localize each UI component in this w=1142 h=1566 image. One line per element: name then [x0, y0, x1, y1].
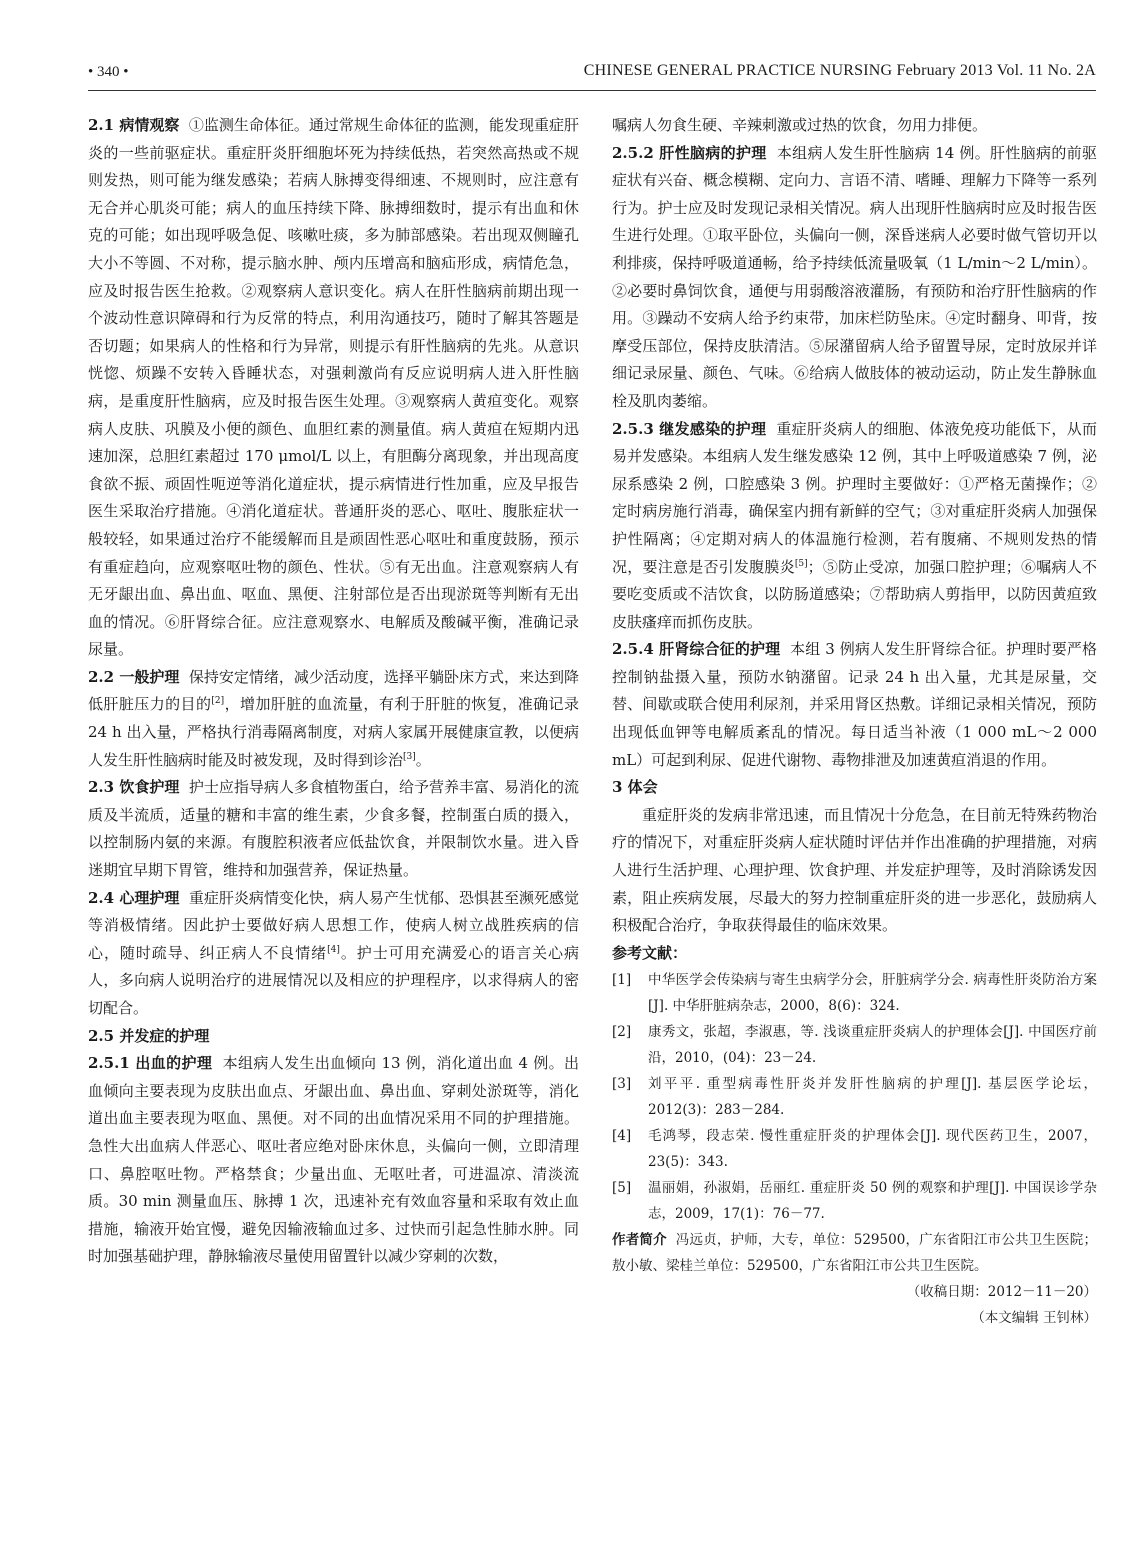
section-2-1-body: ①监测生命体征。通过常规生命体征的监测，能发现重症肝炎的一些前驱症状。重症肝炎肝细胞坏死为持续低热，若突然高热或不规则发热，则可能为继发感染；若病人脉搏变得细速、不规则时，应注意有无合并心肌炎可能；病人的血压持续下降、脉搏细数时，提示有出血和休克的可能；如出现呼吸急促、咳嗽吐痰，多为肺部感染。若出现双侧瞳孔大小不等圆、不对称，提示脑水肿、颅内压增高和脑疝形成，病情危急，应及时报告医生抢救。②观察病人意识变化。病人在肝性脑病前期出现一个波动性意识障碍和行为反常的特点，利用沟通技巧，随时了解其答题是否切题；如果病人的性格和行为异常，则提示有肝性脑病的先兆。从意识恍惚、烦躁不安转入昏睡状态，对强刺激尚有反应说明病人进入肝性脑病，是重度肝性脑病，应及时报告医生处理。③观察病人黄疸变化。观察病人皮肤、巩膜及小便的颜色、血胆红素的测量值。病人黄疸在短期内迅速加深，总胆红素超过 170 μmol/L 以上，有胆酶分离现象，并出现高度食欲不振、顽固性呃逆等消化道症状，提示病情进行性加重，应及早报告医生采取治疗措施。④消化道症状。普通肝炎的恶心、呕吐、腹胀症状一般较轻，如果通过治疗不能缓解而且是顽固性恶心呕吐和重度鼓肠，预示有重症趋向，应观察呕吐物的颜色、性状。⑤有无出血。注意观察病人有无牙龈出血、鼻出血、呕血、黑便、注射部位是否出现淤斑等判断有无出血的情况。⑥肝肾综合征。应注意观察水、电解质及酸碱平衡，准确记录尿量。: [88, 116, 579, 659]
section-2-2-body-b: ，增加肝脏的血流量，有利于肝脏的恢复，准确记录 24 h 出入量，严格执行消毒隔离制度，对病人家属开展健康宣教，以便病人发生肝性脑病时能及时被发现，及时得到诊治: [88, 695, 579, 769]
section-3-heading: 3 体会: [612, 778, 658, 797]
section-2-2-heading: 2.2 一般护理: [88, 667, 180, 686]
section-2-5-4-heading: 2.5.4 肝肾综合征的护理: [612, 640, 781, 659]
section-2-2-body-a: 保持安定情绪，减少活动度，选择平躺卧床方式，来达到降低肝脏压力的目的: [88, 667, 579, 714]
right-column: [612, 112, 1097, 1331]
reference-number: [5]: [612, 1180, 632, 1197]
reference-item: [612, 1175, 1097, 1227]
reference-text: 毛鸿琴，段志荣. 慢性重症肝炎的护理体会[J]. 现代医药卫生，2007，23(5)：343.: [648, 1128, 1097, 1171]
section-3-body: 重症肝炎的发病非常迅速，而且情况十分危急，在目前无特殊药物治疗的情况下，对重症肝炎病人症状随时评估并作出准确的护理措施，对病人进行生活护理、心理护理、饮食护理、并发症护理等，及时消除诱发因素，阻止疾病发展，尽最大的努力控制重症肝炎的进一步恶化，鼓励病人积极配合治疗，争取获得最佳的临床效果。: [612, 805, 1097, 935]
editor-note: （本文编辑 王钊林）: [971, 1310, 1097, 1327]
journal-title: CHINESE GENERAL PRACTICE NURSING February 2013 Vol. 11 No. 2A: [583, 62, 1096, 79]
section-2-3-body: 护士应指导病人多食植物蛋白，给予营养丰富、易消化的流质及半流质，适量的糖和丰富的维生素，少食多餐，控制蛋白质的摄入，以控制肠内氨的来源。有腹腔积液者应低盐饮食，并限制饮水量。进入昏迷期宜早期下胃管，维持和加强营养，保证热量。: [88, 778, 579, 880]
citation-5: [5]: [794, 558, 808, 569]
author-bio-label: 作者简介: [612, 1232, 667, 1249]
reference-text: 中华医学会传染病与寄生虫病学分会，肝脏病学分会. 病毒性肝炎防治方案[J]. 中华肝脏病杂志，2000，8(6)：324.: [648, 972, 1097, 1015]
section-2-5-3: [612, 416, 1097, 637]
section-2-1-heading: 2.1 病情观察: [88, 116, 180, 134]
section-2-5-4: [612, 636, 1097, 774]
reference-text: 温丽娟，孙淑娟，岳丽红. 重症肝炎 50 例的观察和护理[J]. 中国误诊学杂志，2009，17(1)：76－77.: [648, 1180, 1097, 1223]
section-2-4-body-a: 重症肝炎病情变化快，病人易产生忧郁、恐惧甚至濒死感觉等消极情绪。因此护士要做好病人思想工作，使病人树立战胜疾病的信心，随时疏导、纠正病人不良情绪: [88, 888, 579, 962]
section-2-1: [88, 112, 579, 664]
section-2-5-2-body: 本组病人发生肝性脑病 14 例。肝性脑病的前驱症状有兴奋、概念模糊、定向力、言语不清、嗜睡、理解力下降等一系列行为。护士应及时发现记录相关情况。病人出现肝性脑病时应及时报告医生进行处理。①取平卧位，头偏向一侧，深昏迷病人必要时做气管切开以利排痰，保持呼吸道通畅，给予持续低流量吸氧（1 L/min～2 L/min）。②必要时鼻饲饮食，通便与用弱酸溶液灌肠，有预防和治疗肝性脑病的作用。③躁动不安病人给予约束带，加床栏防坠床。④定时翻身、叩背，按摩受压部位，保持皮肤清洁。⑤尿潴留病人给予留置导尿，定时放尿并详细记录尿量、颜色、气味。⑥给病人做肢体的被动运动，防止发生静脉血栓及肌肉萎缩。: [612, 143, 1097, 410]
section-2-5-1-heading: 2.5.1 出血的护理: [88, 1054, 213, 1073]
reference-item: [612, 967, 1097, 1019]
section-2-5-1-body: 本组病人发生出血倾向 13 例，消化道出血 4 例。出血倾向主要表现为皮肤出血点、牙龈出血、鼻出血、穿刺处淤斑等，消化道出血主要表现为呕血、黑便。对不同的出血情况采用不同的护理措施。急性大出血病人伴恶心、呕吐者应绝对卧床休息，头偏向一侧，立即清理口、鼻腔呕吐物。严格禁食；少量出血、无呕吐者，可进温凉、清淡流质。30 min 测量血压、脉搏 1 次，迅速补充有效血容量和采取有效止血措施，输液开始宜慢，避免因输液输血过多、过快而引起急性肺水肿。同时加强基础护理，静脉输液尽量使用留置针以减少穿刺的次数，: [88, 1054, 579, 1266]
running-header: [88, 60, 1096, 91]
reference-number: [1]: [612, 972, 632, 989]
author-bio: [612, 1227, 1097, 1279]
reference-text: 康秀文，张超，李淑惠，等. 浅谈重症肝炎病人的护理体会[J]. 中国医疗前沿，2010，(04)：23－24.: [648, 1024, 1097, 1067]
section-2-4: [88, 885, 579, 1023]
section-2-4-body-b: 。护士可用充满爱心的语言关心病人，多向病人说明治疗的进展情况以及相应的护理程序，以求得病人的密切配合。: [88, 943, 579, 1017]
reference-number: [4]: [612, 1128, 632, 1145]
citation-4: [4]: [327, 944, 340, 955]
section-2-2: [88, 664, 579, 774]
references-heading: 参考文献：: [612, 943, 688, 962]
section-2-3-heading: 2.3 饮食护理: [88, 778, 180, 797]
section-2-5-1-continued: 嘱病人勿食生硬、辛辣刺激或过热的饮食，勿用力排便。: [612, 116, 988, 134]
section-2-5-2-heading: 2.5.2 肝性脑病的护理: [612, 143, 767, 162]
section-2-3: [88, 774, 579, 884]
section-2-5-3-body-a: 重症肝炎病人的细胞、体液免疫功能低下，从而易并发感染。本组病人发生继发感染 12 例，其中上呼吸道感染 7 例，泌尿系感染 2 例，口腔感染 3 例。护理时主要做好：①严格无菌操作；②定时病房施行消毒，确保室内拥有新鲜的空气；③对重症肝炎病人加强保护性隔离；④定期对病人的体温施行检测，若有腹痛、不规则发热的情况，要注意是否引发腹膜炎: [612, 419, 1097, 576]
author-bio-text: 冯远贞，护师，大专，单位：529500，广东省阳江市公共卫生医院；敖小敏、梁桂兰单位：529500，广东省阳江市公共卫生医院。: [612, 1232, 1097, 1275]
left-column: [88, 112, 579, 1271]
citation-3: [3]: [403, 751, 416, 762]
section-2-4-heading: 2.4 心理护理: [88, 888, 180, 907]
received-date: （收稿日期：2012－11－20）: [906, 1284, 1097, 1301]
reference-text: 刘平平. 重型病毒性肝炎并发肝性脑病的护理[J]. 基层医学论坛，2012(3)：283－284.: [648, 1076, 1097, 1119]
section-2-5-heading: 2.5 并发症的护理: [88, 1026, 210, 1045]
section-2-5-2: [612, 140, 1097, 416]
reference-number: [3]: [612, 1076, 632, 1093]
reference-item: [612, 1019, 1097, 1071]
reference-number: [2]: [612, 1024, 632, 1041]
reference-item: [612, 1071, 1097, 1123]
section-2-5-1: [88, 1050, 579, 1271]
section-2-2-end: 。: [415, 750, 431, 769]
section-2-5-3-heading: 2.5.3 继发感染的护理: [612, 419, 767, 438]
section-2-5-4-body: 本组 3 例病人发生肝肾综合征。护理时要严格控制钠盐摄入量，预防水钠潴留。记录 24 h 出入量，尤其是尿量，交替、间歇或联合使用利尿剂，并采用肾区热敷。详细记录相关情况，预防出现低血钾等电解质紊乱的情况。每日适当补液（1 000 mL～2 000 mL）可起到利尿、促进代谢物、毒物排泄及加速黄疸消退的作用。: [612, 640, 1097, 769]
page-number: • 340 •: [88, 64, 129, 80]
section-2-5-3-body-b: ；⑤防止受凉，加强口腔护理；⑥嘱病人不要吃变质或不洁饮食，以防肠道感染；⑦帮助病人剪指甲，以防因黄疸致皮肤瘙痒而抓伤皮肤。: [612, 557, 1097, 631]
reference-item: [612, 1123, 1097, 1175]
reference-list: [612, 967, 1097, 1227]
citation-2: [2]: [211, 696, 225, 707]
